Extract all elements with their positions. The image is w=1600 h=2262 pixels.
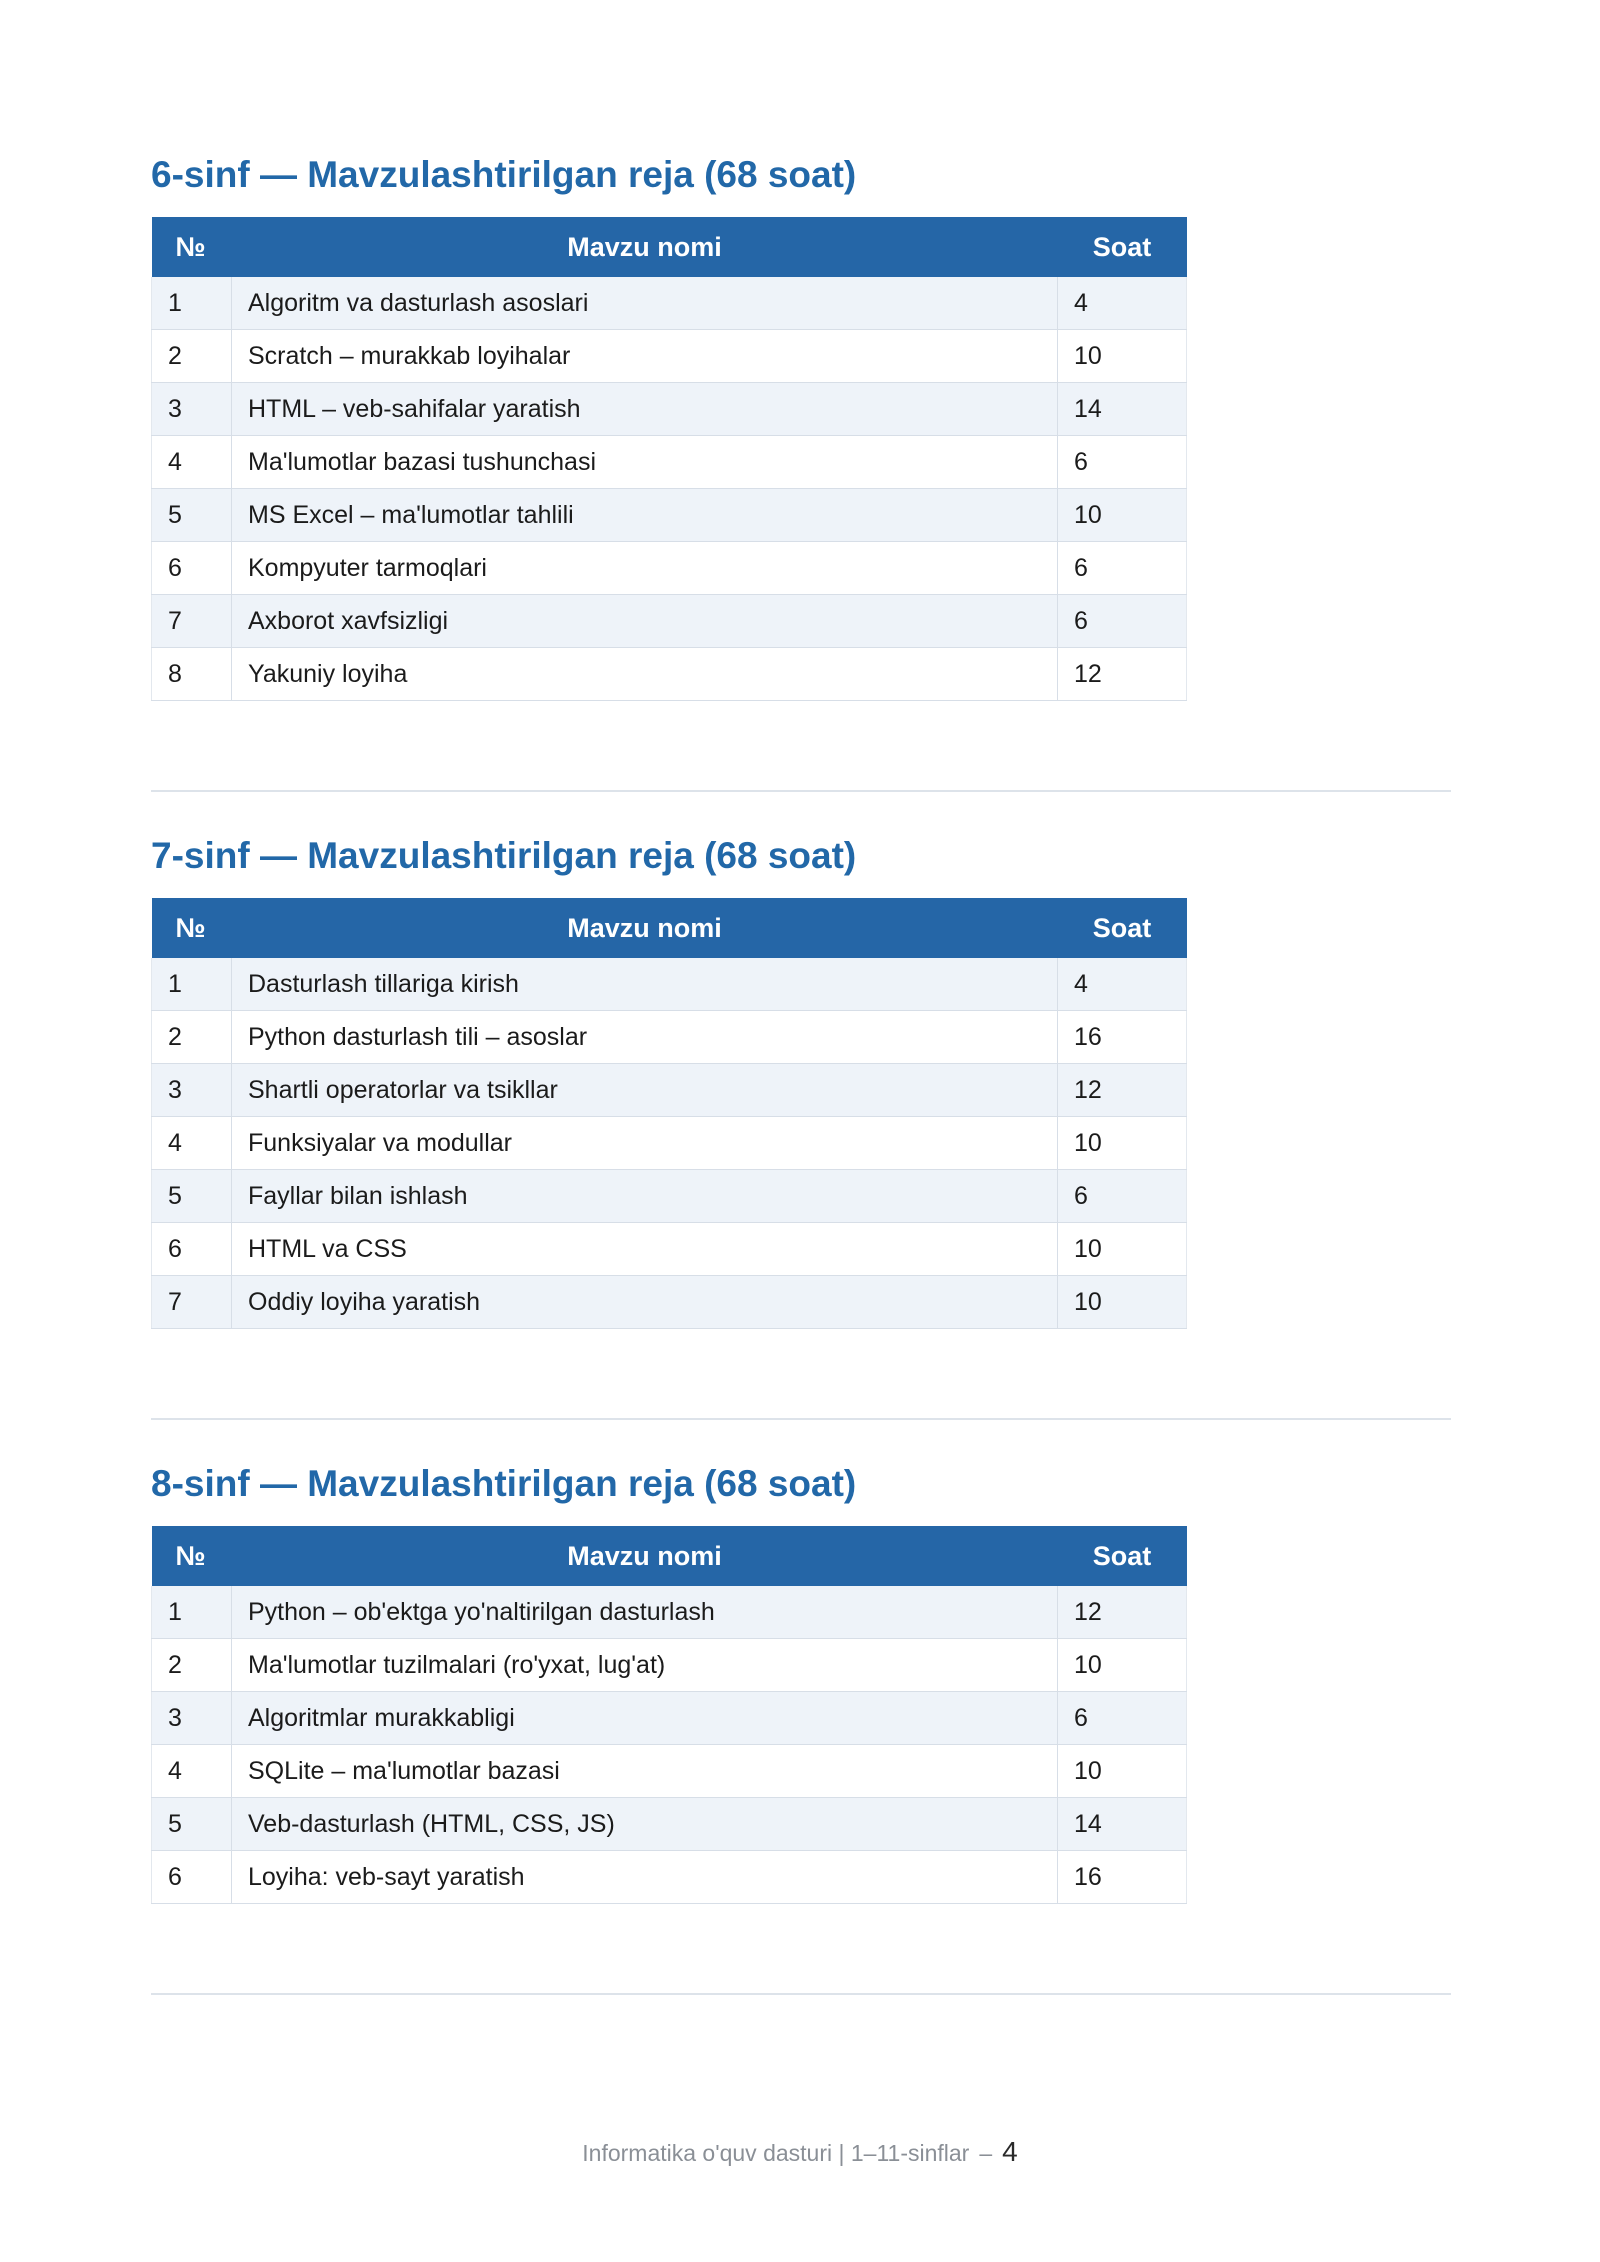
topic-hours: 10 [1058,330,1187,383]
header-topic: Mavzu nomi [232,898,1058,958]
topic-hours: 6 [1058,1692,1187,1745]
topic-hours: 10 [1058,1117,1187,1170]
header-hours: Soat [1058,217,1187,277]
topic-plan-table [151,217,1187,701]
topic-hours: 12 [1058,1586,1187,1639]
topic-hours: 12 [1058,648,1187,701]
topic-title: Scratch – murakkab loyihalar [232,330,1058,383]
topic-hours: 10 [1058,1745,1187,1798]
row-number: 5 [152,1170,232,1223]
topic-hours: 10 [1058,1639,1187,1692]
topic-title: Yakuniy loyiha [232,648,1058,701]
section-heading: 7-sinf — Mavzulashtirilgan reja (68 soat) [151,835,857,876]
topic-hours: 6 [1058,436,1187,489]
topic-title: Kompyuter tarmoqlari [232,542,1058,595]
row-number: 1 [152,277,232,330]
row-number: 7 [152,595,232,648]
row-number: 6 [152,1851,232,1904]
row-number: 4 [152,1117,232,1170]
header-number: № [152,217,232,277]
topic-title: Loyiha: veb-sayt yaratish [232,1851,1058,1904]
topic-hours: 12 [1058,1064,1187,1117]
topic-title: Python – ob'ektga yo'naltirilgan dasturlash [232,1586,1058,1639]
table-row [152,1064,1187,1117]
row-number: 3 [152,1064,232,1117]
row-number: 1 [152,958,232,1011]
table-row [152,1117,1187,1170]
header-number: № [152,898,232,958]
section-heading: 6-sinf — Mavzulashtirilgan reja (68 soat) [151,154,857,195]
topic-title: Algoritmlar murakkabligi [232,1692,1058,1745]
section-grade-8 [151,1461,1451,1891]
section-heading: 8-sinf — Mavzulashtirilgan reja (68 soat) [151,1463,857,1504]
topic-title: Python dasturlash tili – asoslar [232,1011,1058,1064]
topic-title: SQLite – ma'lumotlar bazasi [232,1745,1058,1798]
table-row [152,1223,1187,1276]
table-row [152,277,1187,330]
topic-title: Ma'lumotlar tuzilmalari (ro'yxat, lug'at) [232,1639,1058,1692]
topic-plan-table [151,1526,1187,1904]
section-grade-7 [151,833,1451,1316]
table-row [152,542,1187,595]
section-divider [151,790,1451,792]
topic-hours: 10 [1058,489,1187,542]
topic-hours: 6 [1058,542,1187,595]
page-footer [0,2136,1600,2168]
header-topic: Mavzu nomi [232,1526,1058,1586]
topic-title: Shartli operatorlar va tsikllar [232,1064,1058,1117]
page-number: 4 [1002,2136,1018,2167]
header-number: № [152,1526,232,1586]
topic-hours: 4 [1058,958,1187,1011]
topic-hours: 14 [1058,1798,1187,1851]
row-number: 5 [152,489,232,542]
table-row [152,383,1187,436]
table-header-row [152,217,1187,277]
topic-hours: 16 [1058,1851,1187,1904]
row-number: 6 [152,1223,232,1276]
section-grade-6 [151,152,1451,688]
table-row [152,1011,1187,1064]
topic-hours: 10 [1058,1276,1187,1329]
table-row [152,489,1187,542]
table-header-row [152,898,1187,958]
table-row [152,648,1187,701]
table-row [152,1798,1187,1851]
topic-title: Oddiy loyiha yaratish [232,1276,1058,1329]
topic-hours: 6 [1058,1170,1187,1223]
row-number: 2 [152,330,232,383]
topic-title: Veb-dasturlash (HTML, CSS, JS) [232,1798,1058,1851]
row-number: 7 [152,1276,232,1329]
footer-text: Informatika o'quv dasturi | 1–11-sinflar [582,2140,970,2166]
table-row [152,595,1187,648]
row-number: 3 [152,383,232,436]
table-row [152,1586,1187,1639]
header-topic: Mavzu nomi [232,217,1058,277]
topic-title: Ma'lumotlar bazasi tushunchasi [232,436,1058,489]
section-divider [151,1993,1451,1995]
table-row [152,436,1187,489]
table-row [152,1851,1187,1904]
row-number: 2 [152,1639,232,1692]
table-row [152,330,1187,383]
section-divider [151,1418,1451,1420]
topic-plan-table [151,898,1187,1329]
topic-title: Dasturlash tillariga kirish [232,958,1058,1011]
topic-title: Axborot xavfsizligi [232,595,1058,648]
row-number: 4 [152,436,232,489]
topic-hours: 10 [1058,1223,1187,1276]
topic-hours: 16 [1058,1011,1187,1064]
row-number: 5 [152,1798,232,1851]
topic-hours: 4 [1058,277,1187,330]
topic-title: HTML – veb-sahifalar yaratish [232,383,1058,436]
footer-separator: – [979,2140,993,2166]
topic-title: Funksiyalar va modullar [232,1117,1058,1170]
topic-hours: 14 [1058,383,1187,436]
table-header-row [152,1526,1187,1586]
topic-title: MS Excel – ma'lumotlar tahlili [232,489,1058,542]
table-row [152,1745,1187,1798]
table-row [152,958,1187,1011]
row-number: 8 [152,648,232,701]
header-hours: Soat [1058,898,1187,958]
header-hours: Soat [1058,1526,1187,1586]
topic-title: Algoritm va dasturlash asoslari [232,277,1058,330]
table-row [152,1639,1187,1692]
table-row [152,1692,1187,1745]
topic-hours: 6 [1058,595,1187,648]
row-number: 6 [152,542,232,595]
row-number: 2 [152,1011,232,1064]
table-row [152,1170,1187,1223]
table-row [152,1276,1187,1329]
row-number: 3 [152,1692,232,1745]
topic-title: HTML va CSS [232,1223,1058,1276]
row-number: 1 [152,1586,232,1639]
topic-title: Fayllar bilan ishlash [232,1170,1058,1223]
row-number: 4 [152,1745,232,1798]
